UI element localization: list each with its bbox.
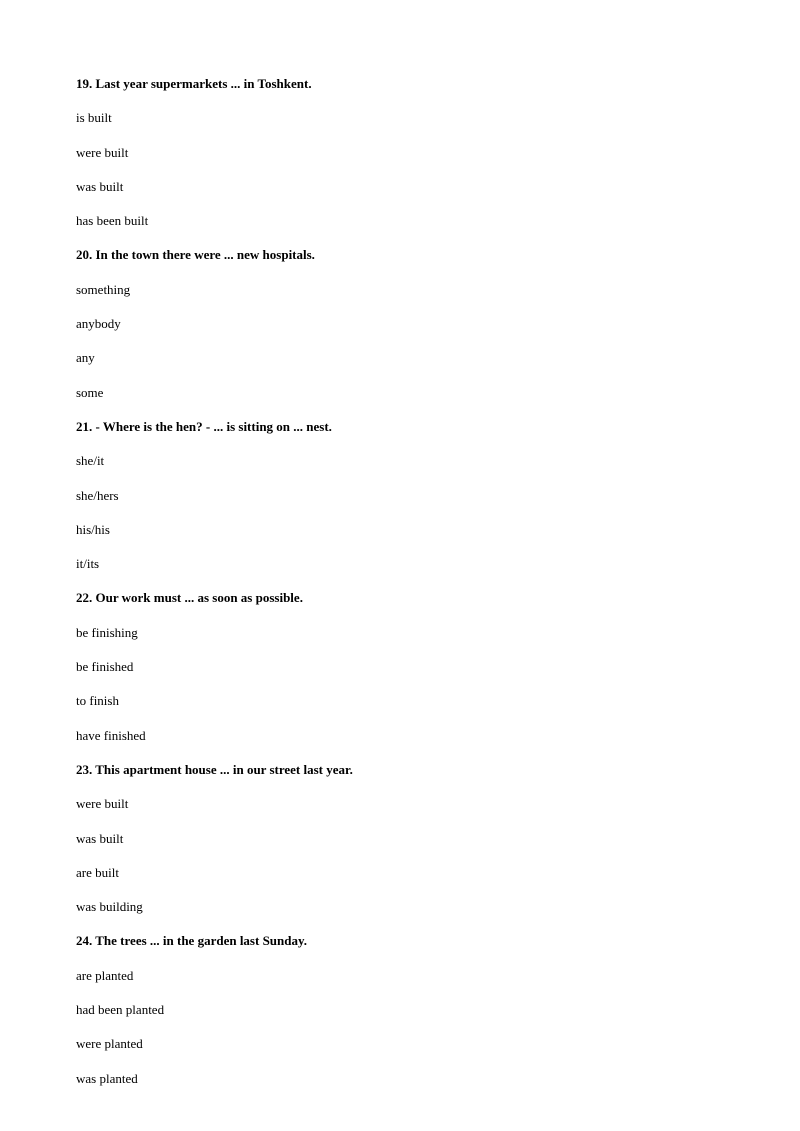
option-22-a: be finishing: [76, 624, 138, 640]
option-23-b: was built: [76, 830, 124, 846]
question-19: 19. Last year supermarkets ... in Toshkent.: [76, 76, 312, 91]
option-20-d: some: [76, 384, 104, 400]
question-24: 24. The trees ... in the garden last Sunday.: [76, 933, 308, 949]
option-19-d: has been built: [76, 213, 149, 229]
option-23-c: are built: [76, 864, 119, 880]
question-21: 21. - Where is the hen? - ... is sitting on ... nest.: [76, 418, 332, 434]
option-24-c: were planted: [76, 1036, 143, 1052]
option-19-b: were built: [76, 144, 129, 160]
option-22-c: to finish: [76, 693, 119, 709]
option-19-c: was built: [76, 178, 124, 194]
option-22-b: be finished: [76, 659, 134, 675]
option-24-d: was planted: [76, 1070, 138, 1086]
option-22-d: have finished: [76, 727, 146, 743]
question-20: 20. In the town there were ... new hospitals.: [76, 247, 315, 263]
option-24-b: had been planted: [76, 1002, 165, 1018]
option-20-c: any: [76, 350, 95, 366]
question-list: [76, 75, 736, 1104]
question-22: 22. Our work must ... as soon as possible.: [76, 590, 303, 606]
option-19-a: is built: [76, 110, 112, 126]
option-21-a: she/it: [76, 453, 105, 469]
question-23: 23. This apartment house ... in our street last year.: [76, 761, 353, 777]
option-23-a: were built: [76, 796, 129, 812]
option-21-c: his/his: [76, 521, 110, 537]
option-24-a: are planted: [76, 967, 134, 983]
option-21-d: it/its: [76, 556, 100, 572]
option-21-b: she/hers: [76, 487, 119, 503]
option-20-b: anybody: [76, 316, 121, 332]
option-23-d: was building: [76, 899, 143, 915]
option-20-a: something: [76, 281, 131, 297]
